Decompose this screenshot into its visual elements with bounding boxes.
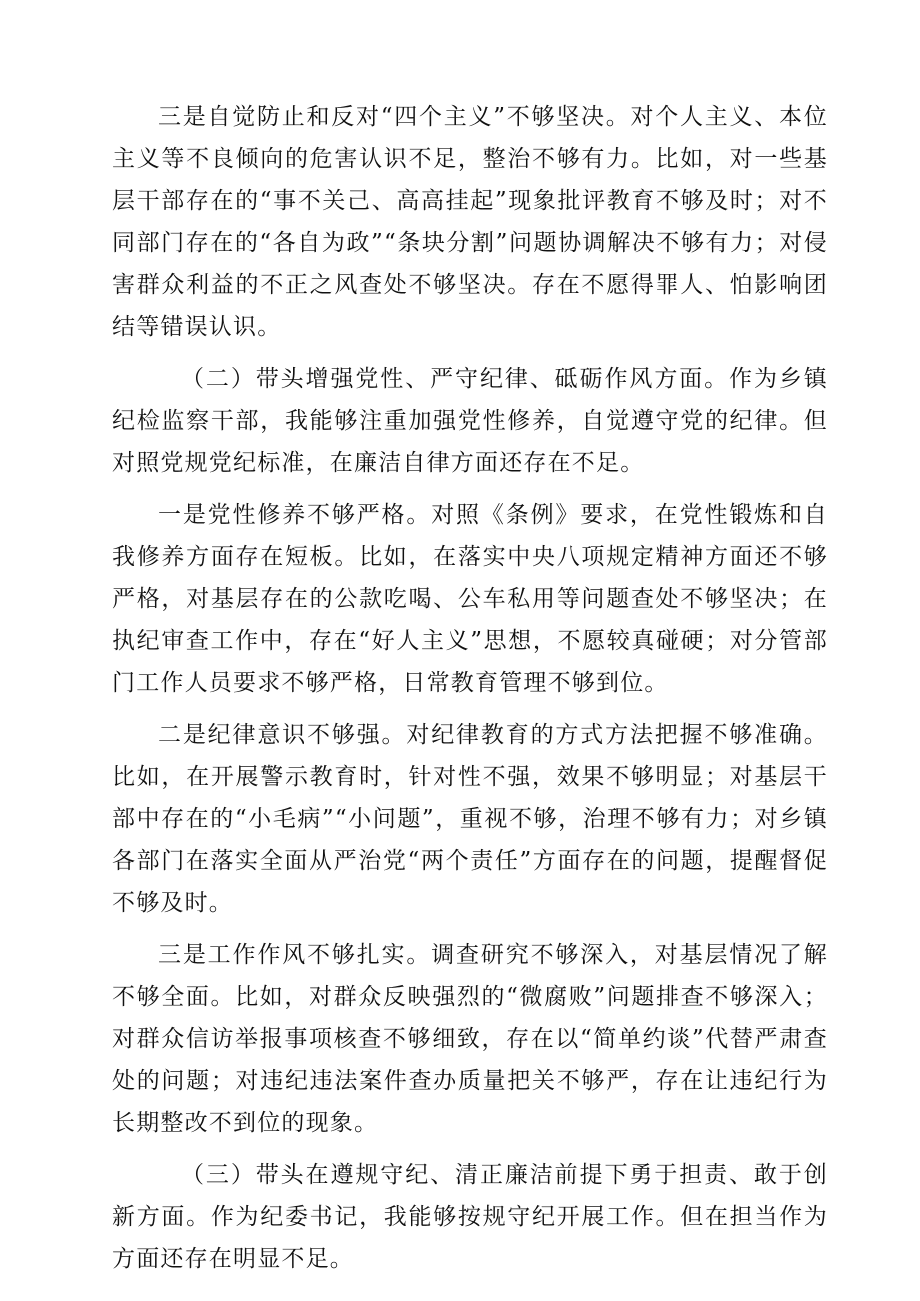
section-heading-2: （二）带头增强党性、严守纪律、砥砺作风方面。作为乡镇纪检监察干部，我能够注重加强党性修养，自觉遵守党的纪律。但对照党规党纪标准，在廉洁自律方面还存在不足。 [112, 366, 828, 476]
section-heading-3: （三）带头在遵规守纪、清正廉洁前提下勇于担责、敢于创新方面。作为纪委书记，我能够按规守纪开展工作。但在担当作为方面还存在明显不足。 [112, 1162, 828, 1272]
paragraph-work-style: 三是工作作风不够扎实。调查研究不够深入，对基层情况了解不够全面。比如，对群众反映强烈的“微腐败”问题排查不够深入；对群众信访举报事项核查不够细致，存在以“简单约谈”代替严肃查处的问题；对违纪违法案件查办质量把关不够严，存在让违纪行为长期整改不到位的现象。 [112, 942, 828, 1136]
document-page [112, 96, 828, 1290]
paragraph-discipline: 二是纪律意识不够强。对纪律教育的方式方法把握不够准确。比如，在开展警示教育时，针对性不强，效果不够明显；对基层干部中存在的“小毛病”“小问题”，重视不够，治理不够有力；对乡镇各部门在落实全面从严治党“两个责任”方面存在的问题，提醒督促不够及时。 [112, 722, 828, 916]
paragraph-four-isms: 三是自觉防止和反对“四个主义”不够坚决。对个人主义、本位主义等不良倾向的危害认识不足，整治不够有力。比如，对一些基层干部存在的“事不关己、高高挂起”现象批评教育不够及时；对不同部门存在的“各自为政”“条块分割”问题协调解决不够有力；对侵害群众利益的不正之风查处不够坚决。存在不愿得罪人、怕影响团结等错误认识。 [112, 104, 828, 340]
paragraph-party-spirit: 一是党性修养不够严格。对照《条例》要求，在党性锻炼和自我修养方面存在短板。比如，在落实中央八项规定精神方面还不够严格，对基层存在的公款吃喝、公车私用等问题查处不够坚决；在执纪审查工作中，存在“好人主义”思想，不愿较真碰硬；对分管部门工作人员要求不够严格，日常教育管理不够到位。 [112, 502, 828, 696]
